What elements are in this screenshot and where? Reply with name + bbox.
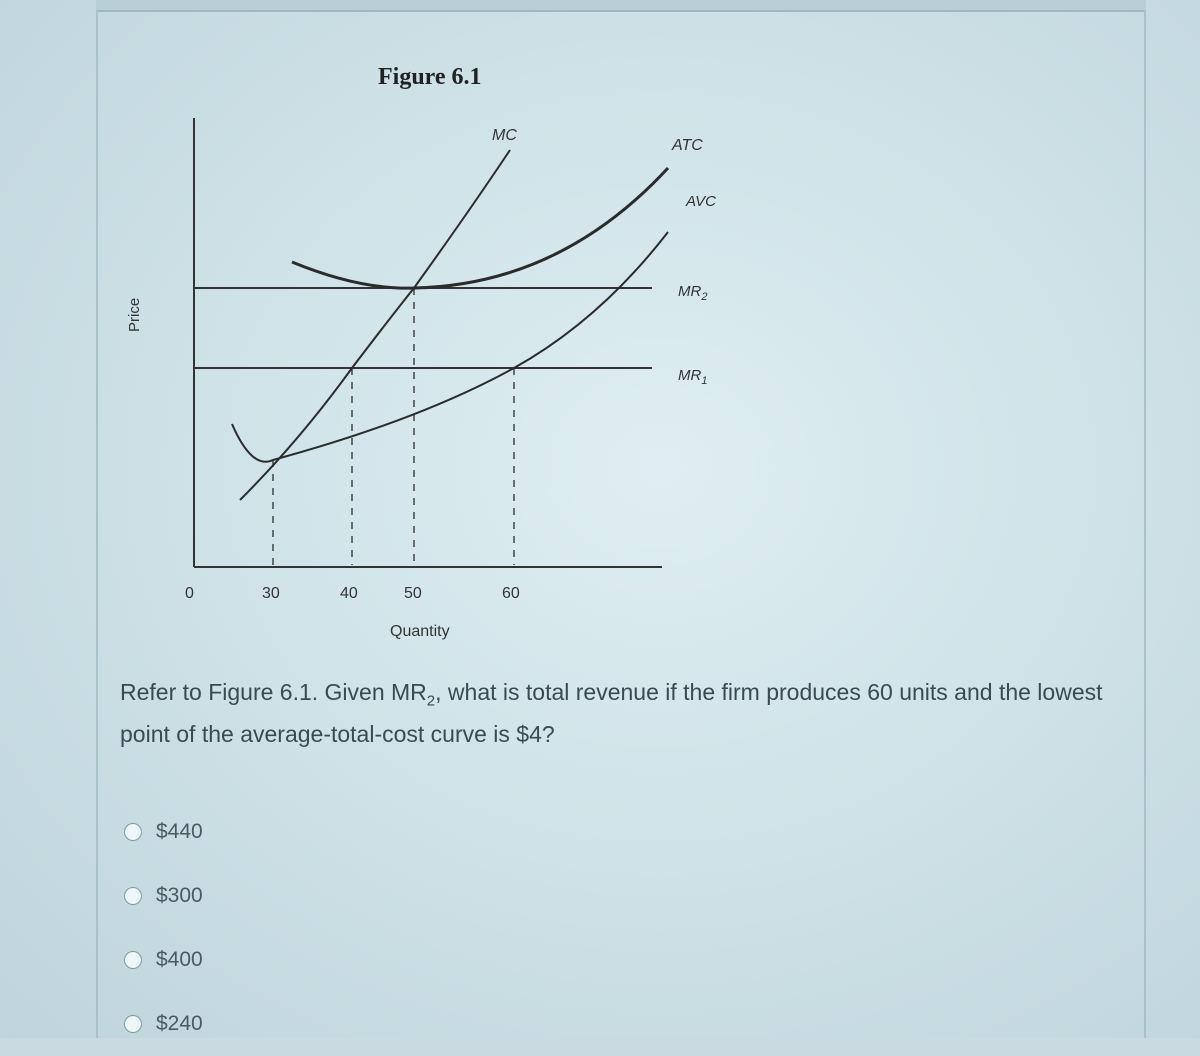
answer-option-label: $440	[156, 820, 203, 843]
radio-button-icon[interactable]	[124, 1015, 142, 1033]
atc-label: ATC	[672, 137, 703, 154]
x-tick-label: 40	[340, 585, 358, 602]
x-tick-label: 50	[404, 585, 422, 602]
answer-option-label: $240	[156, 1012, 203, 1035]
avc-curve	[232, 232, 668, 462]
atc-curve	[292, 168, 668, 288]
question-text-part: , what is total revenue if the firm produces 60 units and the lowest point of the average-total-cost curve is $4?	[120, 679, 1103, 747]
question-text-part: Refer to Figure 6.1. Given MR	[120, 679, 427, 705]
mr2-label: $MR_2$	[678, 283, 708, 303]
x-axis-label: Quantity	[390, 623, 450, 640]
question-subscript: 2	[426, 692, 436, 710]
answer-option[interactable]	[124, 864, 203, 928]
answer-options	[124, 800, 203, 1056]
y-axis-label: Price	[126, 297, 143, 332]
radio-button-icon[interactable]	[124, 823, 142, 841]
x-tick-label: 0	[185, 585, 194, 602]
mc-label: MC	[492, 127, 517, 144]
x-tick-label: 30	[262, 585, 280, 602]
answer-option[interactable]	[124, 800, 203, 864]
question-text	[120, 676, 1130, 751]
x-tick-label: 60	[502, 585, 520, 602]
answer-option-label: $400	[156, 948, 203, 971]
radio-button-icon[interactable]	[124, 887, 142, 905]
answer-option[interactable]	[124, 928, 203, 992]
mc-curve	[240, 150, 510, 500]
avc-label: AVC	[686, 193, 717, 210]
figure-title: Figure 6.1	[378, 64, 482, 90]
mr1-label: $MR_1$	[678, 367, 708, 387]
radio-button-icon[interactable]	[124, 951, 142, 969]
answer-option-label: $300	[156, 884, 203, 907]
answer-option[interactable]	[124, 992, 203, 1056]
